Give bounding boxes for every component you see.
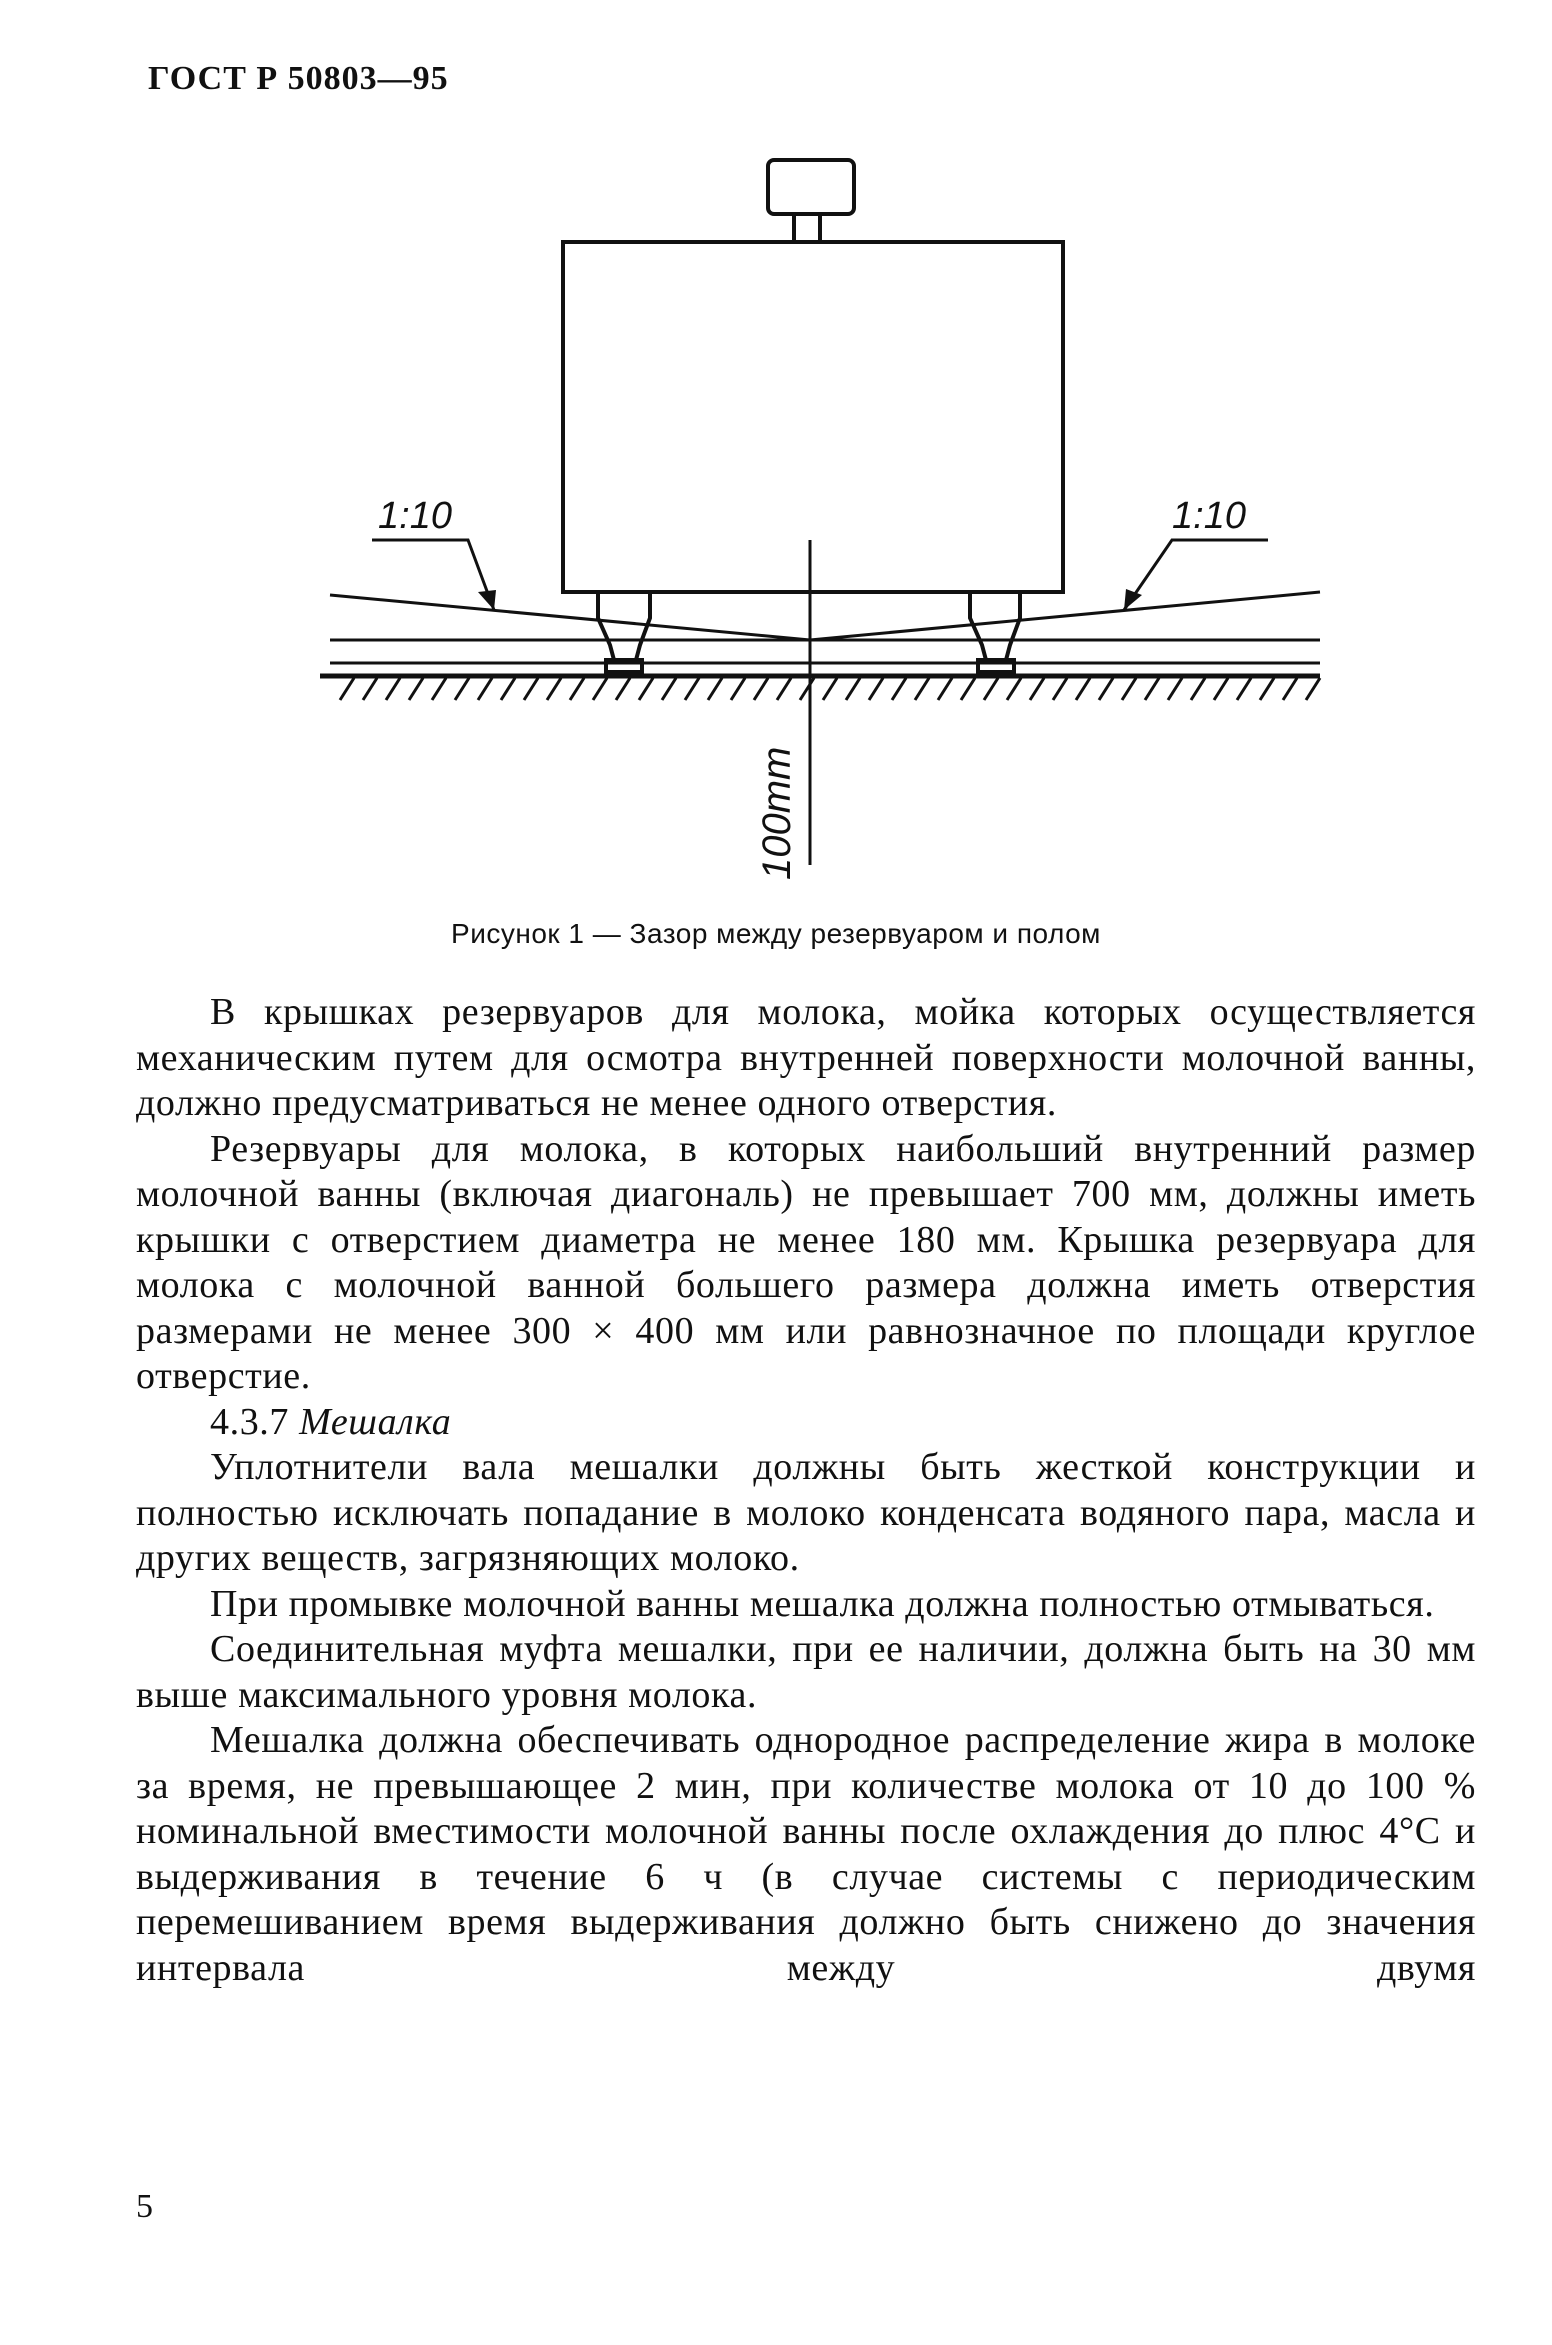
hatch-stroke (938, 678, 952, 700)
tank-leg-left (598, 592, 650, 660)
hatch-stroke (409, 678, 423, 700)
paragraph: Соединительная муфта мешалки, при ее наличии, должна быть на 30 мм выше максимального уровня молока. (136, 1628, 1476, 1716)
paragraph: Резервуары для молока, в которых наибольший внутренний размер молочной ванны (включая диагональ) не превышает 700 мм, должны иметь крышки с отверстием диаметра не менее 180 мм. Крышка резервуара для молока с молочной ванной большего размера должна иметь отверстия размерами не менее 300 × 400 мм или равнозначное по площади круглое отверстие. (136, 1127, 1476, 1397)
hatch-stroke (1007, 678, 1021, 700)
hatch-stroke (800, 678, 814, 700)
hatch-stroke (1283, 678, 1297, 700)
clearance-label: 100mm (755, 746, 799, 880)
hatch-stroke (1306, 678, 1320, 700)
floor-hatching (340, 678, 1320, 700)
hatch-stroke (547, 678, 561, 700)
hatch-stroke (1168, 678, 1182, 700)
paragraph: В крышках резервуаров для молока, мойка которых осуществляется механическим путем для осмотра внутренней поверхности молочной ванны, должно предусматриваться не менее одного отверстия. (136, 991, 1476, 1124)
section-heading (136, 1400, 1476, 1446)
tank-leg-right (970, 592, 1020, 660)
hatch-stroke (1053, 678, 1067, 700)
hatch-stroke (1260, 678, 1274, 700)
slope-arrow-right (1124, 589, 1142, 610)
hatch-stroke (685, 678, 699, 700)
hatch-stroke (915, 678, 929, 700)
hatch-stroke (1214, 678, 1228, 700)
hatch-stroke (1237, 678, 1251, 700)
hatch-stroke (363, 678, 377, 700)
hatch-stroke (731, 678, 745, 700)
hatch-stroke (869, 678, 883, 700)
tank-top-neck (794, 214, 820, 242)
hatch-stroke (432, 678, 446, 700)
hatch-stroke (1191, 678, 1205, 700)
hatch-stroke (524, 678, 538, 700)
hatch-stroke (777, 678, 791, 700)
hatch-stroke (478, 678, 492, 700)
slope-label-left: 1:10 (378, 495, 452, 537)
paragraph: При промывке молочной ванны мешалка должна полностью отмываться. (210, 1582, 1435, 1625)
hatch-stroke (501, 678, 515, 700)
hatch-stroke (340, 678, 354, 700)
tank-top-fitting (768, 160, 854, 214)
hatch-stroke (570, 678, 584, 700)
paragraph: Мешалка должна обеспечивать однородное распределение жира в молоке за время, не превышающее 2 мин, при количестве молока от 10 до 100 % номинальной вместимости молочной ванны после охлаждения до плюс 4°С и выдерживания в течение 6 ч (в случае системы с периодическим перемешиванием время выдерживания должно быть снижено до значения интервала между двумя (136, 1719, 1476, 1989)
hatch-stroke (1145, 678, 1159, 700)
hatch-stroke (1099, 678, 1113, 700)
hatch-stroke (846, 678, 860, 700)
hatch-stroke (708, 678, 722, 700)
hatch-stroke (1122, 678, 1136, 700)
slope-line-left (330, 595, 810, 640)
hatch-stroke (754, 678, 768, 700)
hatch-stroke (593, 678, 607, 700)
section-title: Мешалка (299, 1400, 452, 1443)
hatch-stroke (386, 678, 400, 700)
hatch-stroke (1076, 678, 1090, 700)
hatch-stroke (961, 678, 975, 700)
tank-body (563, 242, 1063, 592)
slope-arrow-left (478, 590, 496, 610)
hatch-stroke (823, 678, 837, 700)
section-number: 4.3.7 (210, 1400, 289, 1443)
slope-label-right: 1:10 (1172, 495, 1246, 537)
slope-line-right (810, 592, 1320, 640)
hatch-stroke (639, 678, 653, 700)
figure-caption: Рисунок 1 — Зазор между резервуаром и полом (451, 918, 1101, 949)
document-body (136, 990, 1476, 1991)
hatch-stroke (892, 678, 906, 700)
hatch-stroke (455, 678, 469, 700)
page-number: 5 (136, 2188, 153, 2225)
tank-floor-clearance-figure (0, 0, 1552, 900)
paragraph: Уплотнители вала мешалки должны быть жесткой конструкции и полностью исключать попадание в молоко конденсата водяного пара, масла и других веществ, загрязняющих молоко. (136, 1446, 1476, 1579)
hatch-stroke (984, 678, 998, 700)
hatch-stroke (1030, 678, 1044, 700)
document-header: ГОСТ Р 50803—95 (148, 60, 449, 97)
hatch-stroke (616, 678, 630, 700)
hatch-stroke (662, 678, 676, 700)
